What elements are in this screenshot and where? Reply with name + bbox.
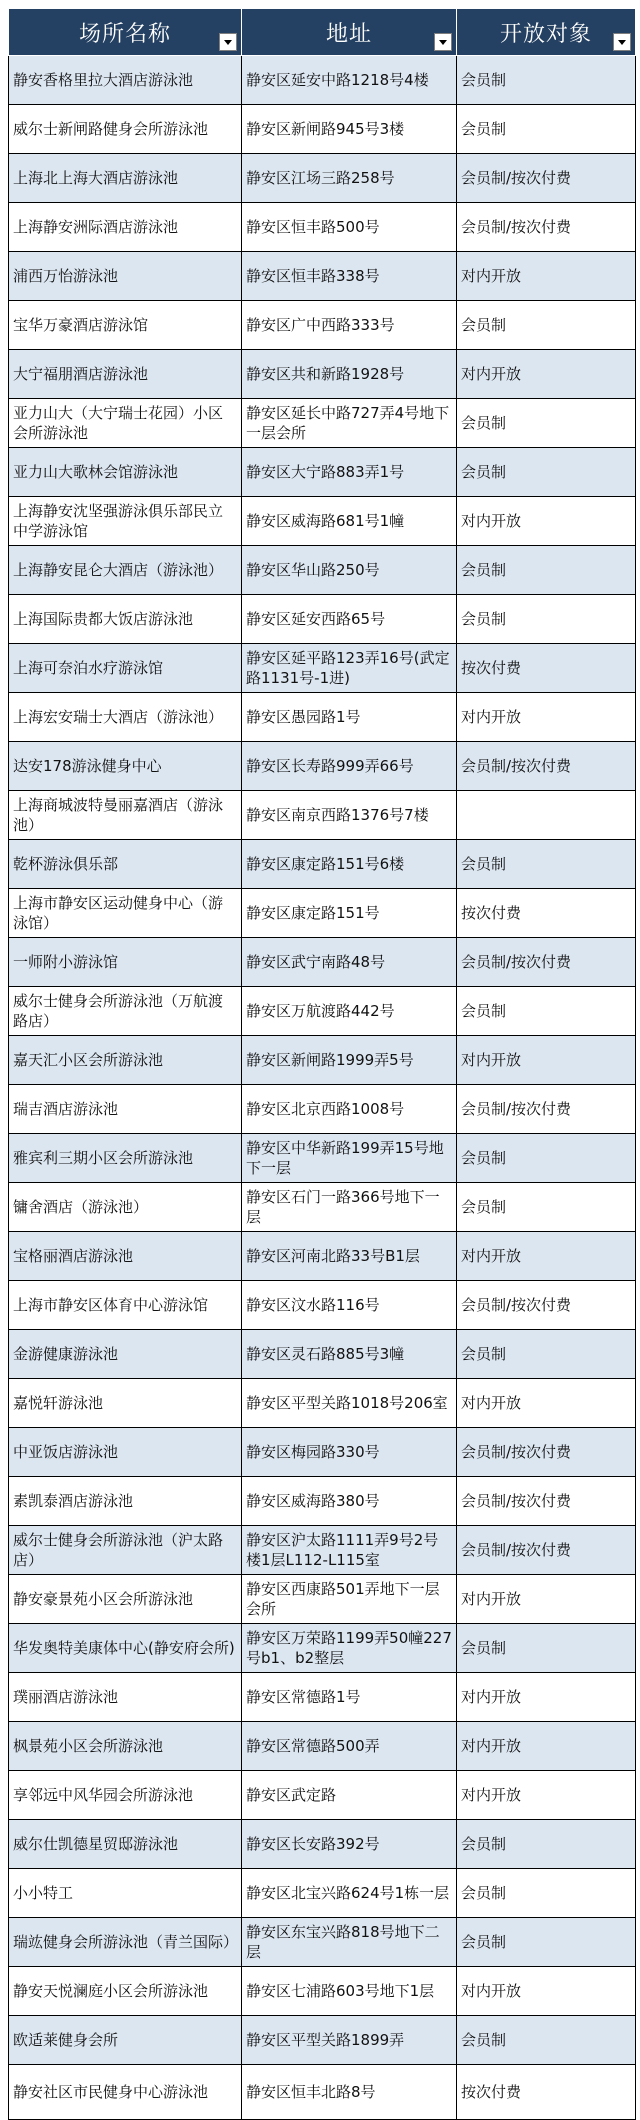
venue-name-cell[interactable]: 素凯泰酒店游泳池 [9,1477,242,1526]
venue-name-cell[interactable]: 金游健康游泳池 [9,1330,242,1379]
access-type-cell[interactable]: 按次付费 [457,2065,636,2120]
address-cell[interactable]: 静安区七浦路603号地下1层 [242,1967,457,2016]
venue-name-cell[interactable]: 威尔士新闸路健身会所游泳池 [9,105,242,154]
address-cell[interactable]: 静安区广中西路333号 [242,301,457,350]
address-cell[interactable]: 静安区河南北路33号B1层 [242,1232,457,1281]
table-row [9,644,636,693]
table-row [9,252,636,301]
venue-name-cell[interactable]: 上海静安沈坚强游泳俱乐部民立中学游泳馆 [9,497,242,546]
table-row [9,1869,636,1918]
access-type-cell[interactable] [457,791,636,840]
access-type-cell[interactable]: 会员制 [457,448,636,497]
access-type-cell[interactable]: 对内开放 [457,1379,636,1428]
table-row [9,1771,636,1820]
address-cell[interactable]: 静安区万航渡路442号 [242,987,457,1036]
venue-name-cell[interactable]: 亚力山大歌林会馆游泳池 [9,448,242,497]
column-header-access [457,9,636,56]
table-row [9,2065,636,2120]
table-row [9,840,636,889]
filter-dropdown-icon[interactable] [434,33,452,51]
access-type-cell[interactable]: 会员制 [457,2016,636,2065]
table-row [9,301,636,350]
table-row [9,1722,636,1771]
address-cell[interactable]: 静安区恒丰路500号 [242,203,457,252]
table-row [9,154,636,203]
venue-name-cell[interactable]: 静安社区市民健身中心游泳池 [9,2065,242,2120]
filter-dropdown-icon[interactable] [613,33,631,51]
venue-name-cell[interactable]: 枫景苑小区会所游泳池 [9,1722,242,1771]
venue-name-cell[interactable]: 上海国际贵都大饭店游泳池 [9,595,242,644]
venue-name-cell[interactable]: 静安豪景苑小区会所游泳池 [9,1575,242,1624]
venue-name-cell[interactable]: 上海市静安区运动健身中心（游泳馆） [9,889,242,938]
venue-name-cell[interactable]: 中亚饭店游泳池 [9,1428,242,1477]
table-row [9,1673,636,1722]
venue-name-cell[interactable]: 一师附小游泳馆 [9,938,242,987]
table-row [9,56,636,105]
access-type-cell[interactable]: 会员制/按次付费 [457,938,636,987]
access-type-cell[interactable]: 会员制 [457,1330,636,1379]
address-cell[interactable]: 静安区延长中路727弄4号地下一层会所 [242,399,457,448]
table-row [9,1967,636,2016]
access-type-cell[interactable]: 会员制 [457,399,636,448]
table-row [9,1330,636,1379]
address-cell[interactable]: 静安区武宁南路48号 [242,938,457,987]
venue-name-cell[interactable]: 威尔士健身会所游泳池（万航渡路店） [9,987,242,1036]
address-cell[interactable]: 静安区常德路500弄 [242,1722,457,1771]
address-cell[interactable]: 静安区威海路380号 [242,1477,457,1526]
address-cell[interactable]: 静安区石门一路366号地下一层 [242,1183,457,1232]
address-cell[interactable]: 静安区江场三路258号 [242,154,457,203]
table-row [9,1134,636,1183]
venue-name-cell[interactable]: 璞丽酒店游泳池 [9,1673,242,1722]
address-cell[interactable]: 静安区愚园路1号 [242,693,457,742]
access-type-cell[interactable]: 会员制/按次付费 [457,154,636,203]
table-row [9,1526,636,1575]
table-row [9,1477,636,1526]
address-cell[interactable]: 静安区西康路501弄地下一层会所 [242,1575,457,1624]
table-row [9,1918,636,1967]
address-cell[interactable]: 静安区万荣路1199弄50幢227号b1、b2整层 [242,1624,457,1673]
column-header-label: 场所名称 [78,21,171,47]
address-cell[interactable]: 静安区康定路151号6楼 [242,840,457,889]
venue-name-cell[interactable]: 上海宏安瑞士大酒店（游泳池） [9,693,242,742]
address-cell[interactable]: 静安区延安西路65号 [242,595,457,644]
venue-name-cell[interactable]: 上海北上海大酒店游泳池 [9,154,242,203]
access-type-cell[interactable]: 会员制 [457,301,636,350]
table-row [9,448,636,497]
table-row [9,1281,636,1330]
access-type-cell[interactable]: 会员制 [457,546,636,595]
access-type-cell[interactable]: 会员制/按次付费 [457,1526,636,1575]
venue-name-cell[interactable]: 享邻远中风华园会所游泳池 [9,1771,242,1820]
address-cell[interactable]: 静安区延平路123弄16号(武定路1131号-1进) [242,644,457,693]
table-row [9,1575,636,1624]
address-cell[interactable]: 静安区武定路 [242,1771,457,1820]
venue-name-cell[interactable]: 小小特工 [9,1869,242,1918]
access-type-cell[interactable]: 会员制/按次付费 [457,1477,636,1526]
table-row [9,742,636,791]
access-type-cell[interactable]: 对内开放 [457,350,636,399]
venue-name-cell[interactable]: 宝华万豪酒店游泳馆 [9,301,242,350]
column-header-label: 地址 [325,21,372,47]
table-row [9,1428,636,1477]
table-row [9,1036,636,1085]
access-type-cell[interactable]: 按次付费 [457,889,636,938]
address-cell[interactable]: 静安区共和新路1928号 [242,350,457,399]
address-cell[interactable]: 静安区长寿路999弄66号 [242,742,457,791]
venue-name-cell[interactable]: 嘉悦轩游泳池 [9,1379,242,1428]
table-row [9,1820,636,1869]
address-cell[interactable]: 静安区北京西路1008号 [242,1085,457,1134]
venue-name-cell[interactable]: 上海市静安区体育中心游泳馆 [9,1281,242,1330]
access-type-cell[interactable]: 会员制/按次付费 [457,1281,636,1330]
filter-dropdown-icon[interactable] [219,33,237,51]
access-type-cell[interactable]: 会员制/按次付费 [457,1085,636,1134]
access-type-cell[interactable]: 对内开放 [457,1722,636,1771]
access-type-cell[interactable]: 对内开放 [457,693,636,742]
address-cell[interactable]: 静安区平型关路1018号206室 [242,1379,457,1428]
table-row [9,1085,636,1134]
address-cell[interactable]: 静安区灵石路885号3幢 [242,1330,457,1379]
venue-name-cell[interactable]: 宝格丽酒店游泳池 [9,1232,242,1281]
venue-name-cell[interactable]: 华发奥特美康体中心(静安府会所) [9,1624,242,1673]
address-cell[interactable]: 静安区大宁路883弄1号 [242,448,457,497]
table-row [9,1624,636,1673]
access-type-cell[interactable]: 会员制 [457,56,636,105]
access-type-cell[interactable]: 对内开放 [457,1771,636,1820]
venue-name-cell[interactable]: 雅宾利三期小区会所游泳池 [9,1134,242,1183]
address-cell[interactable]: 静安区长安路392号 [242,1820,457,1869]
venue-name-cell[interactable]: 达安178游泳健身中心 [9,742,242,791]
table-row [9,203,636,252]
access-type-cell[interactable]: 会员制 [457,1624,636,1673]
address-cell[interactable]: 静安区康定路151号 [242,889,457,938]
access-type-cell[interactable]: 对内开放 [457,1232,636,1281]
venue-name-cell[interactable]: 嘉天汇小区会所游泳池 [9,1036,242,1085]
table-row [9,497,636,546]
address-cell[interactable]: 静安区梅园路330号 [242,1428,457,1477]
access-type-cell[interactable]: 对内开放 [457,1967,636,2016]
table-row [9,1183,636,1232]
access-type-cell[interactable]: 会员制 [457,105,636,154]
venue-name-cell[interactable]: 亚力山大（大宁瑞士花园）小区会所游泳池 [9,399,242,448]
venue-name-cell[interactable]: 乾杯游泳俱乐部 [9,840,242,889]
venue-name-cell[interactable]: 静安天悦澜庭小区会所游泳池 [9,1967,242,2016]
access-type-cell[interactable]: 对内开放 [457,252,636,301]
table-row [9,1232,636,1281]
table-row [9,938,636,987]
venue-table [8,8,636,2120]
address-cell[interactable]: 静安区常德路1号 [242,1673,457,1722]
address-cell[interactable]: 静安区北宝兴路624号1栋一层 [242,1869,457,1918]
address-cell[interactable]: 静安区东宝兴路818号地下二层 [242,1918,457,1967]
access-type-cell[interactable]: 对内开放 [457,1673,636,1722]
column-header-address [242,9,457,56]
table-row [9,595,636,644]
address-cell[interactable]: 静安区南京西路1376号7楼 [242,791,457,840]
access-type-cell[interactable]: 会员制 [457,1918,636,1967]
address-cell[interactable]: 静安区威海路681号1幢 [242,497,457,546]
venue-name-cell[interactable]: 镛舍酒店（游泳池） [9,1183,242,1232]
address-cell[interactable]: 静安区平型关路1899弄 [242,2016,457,2065]
table-row [9,889,636,938]
address-cell[interactable]: 静安区中华新路199弄15号地下一层 [242,1134,457,1183]
venue-name-cell[interactable]: 威尔士健身会所游泳池（沪太路店） [9,1526,242,1575]
venue-name-cell[interactable]: 静安香格里拉大酒店游泳池 [9,56,242,105]
table-row [9,987,636,1036]
access-type-cell[interactable]: 会员制/按次付费 [457,742,636,791]
address-cell[interactable]: 静安区华山路250号 [242,546,457,595]
access-type-cell[interactable]: 会员制 [457,1134,636,1183]
access-type-cell[interactable]: 会员制 [457,1869,636,1918]
venue-name-cell[interactable]: 上海静安洲际酒店游泳池 [9,203,242,252]
venue-name-cell[interactable]: 上海商城波特曼丽嘉酒店（游泳池） [9,791,242,840]
table-row [9,693,636,742]
table-row [9,2016,636,2065]
address-cell[interactable]: 静安区恒丰路338号 [242,252,457,301]
access-type-cell[interactable]: 按次付费 [457,644,636,693]
access-type-cell[interactable]: 对内开放 [457,497,636,546]
venue-name-cell[interactable]: 欧适莱健身会所 [9,2016,242,2065]
column-header-label: 开放对象 [499,21,592,47]
venue-name-cell[interactable]: 瑞吉酒店游泳池 [9,1085,242,1134]
table-row [9,399,636,448]
venue-name-cell[interactable]: 大宁福朋酒店游泳池 [9,350,242,399]
address-cell[interactable]: 静安区恒丰北路8号 [242,2065,457,2120]
table-row [9,1379,636,1428]
address-cell[interactable]: 静安区新闸路945号3楼 [242,105,457,154]
access-type-cell[interactable]: 对内开放 [457,1575,636,1624]
venue-name-cell[interactable]: 上海可奈泊水疗游泳馆 [9,644,242,693]
address-cell[interactable]: 静安区新闸路1999弄5号 [242,1036,457,1085]
access-type-cell[interactable]: 会员制 [457,1820,636,1869]
table-body [9,56,636,2120]
table-row [9,546,636,595]
address-cell[interactable]: 静安区汶水路116号 [242,1281,457,1330]
access-type-cell[interactable]: 会员制 [457,595,636,644]
venue-name-cell[interactable]: 上海静安昆仑大酒店（游泳池） [9,546,242,595]
column-header-name [9,9,242,56]
access-type-cell[interactable]: 会员制 [457,840,636,889]
venue-name-cell[interactable]: 浦西万怡游泳池 [9,252,242,301]
venue-name-cell[interactable]: 瑞竑健身会所游泳池（青兰国际） [9,1918,242,1967]
table-row [9,105,636,154]
access-type-cell[interactable]: 对内开放 [457,1036,636,1085]
access-type-cell[interactable]: 会员制/按次付费 [457,1428,636,1477]
address-cell[interactable]: 静安区沪太路1111弄9号2号楼1层L112-L115室 [242,1526,457,1575]
address-cell[interactable]: 静安区延安中路1218号4楼 [242,56,457,105]
spreadsheet [8,8,635,2120]
access-type-cell[interactable]: 会员制/按次付费 [457,203,636,252]
access-type-cell[interactable]: 会员制 [457,987,636,1036]
venue-name-cell[interactable]: 威尔仕凯德星贸邸游泳池 [9,1820,242,1869]
table-row [9,791,636,840]
access-type-cell[interactable]: 会员制 [457,1183,636,1232]
header-row [9,9,636,56]
table-row [9,350,636,399]
